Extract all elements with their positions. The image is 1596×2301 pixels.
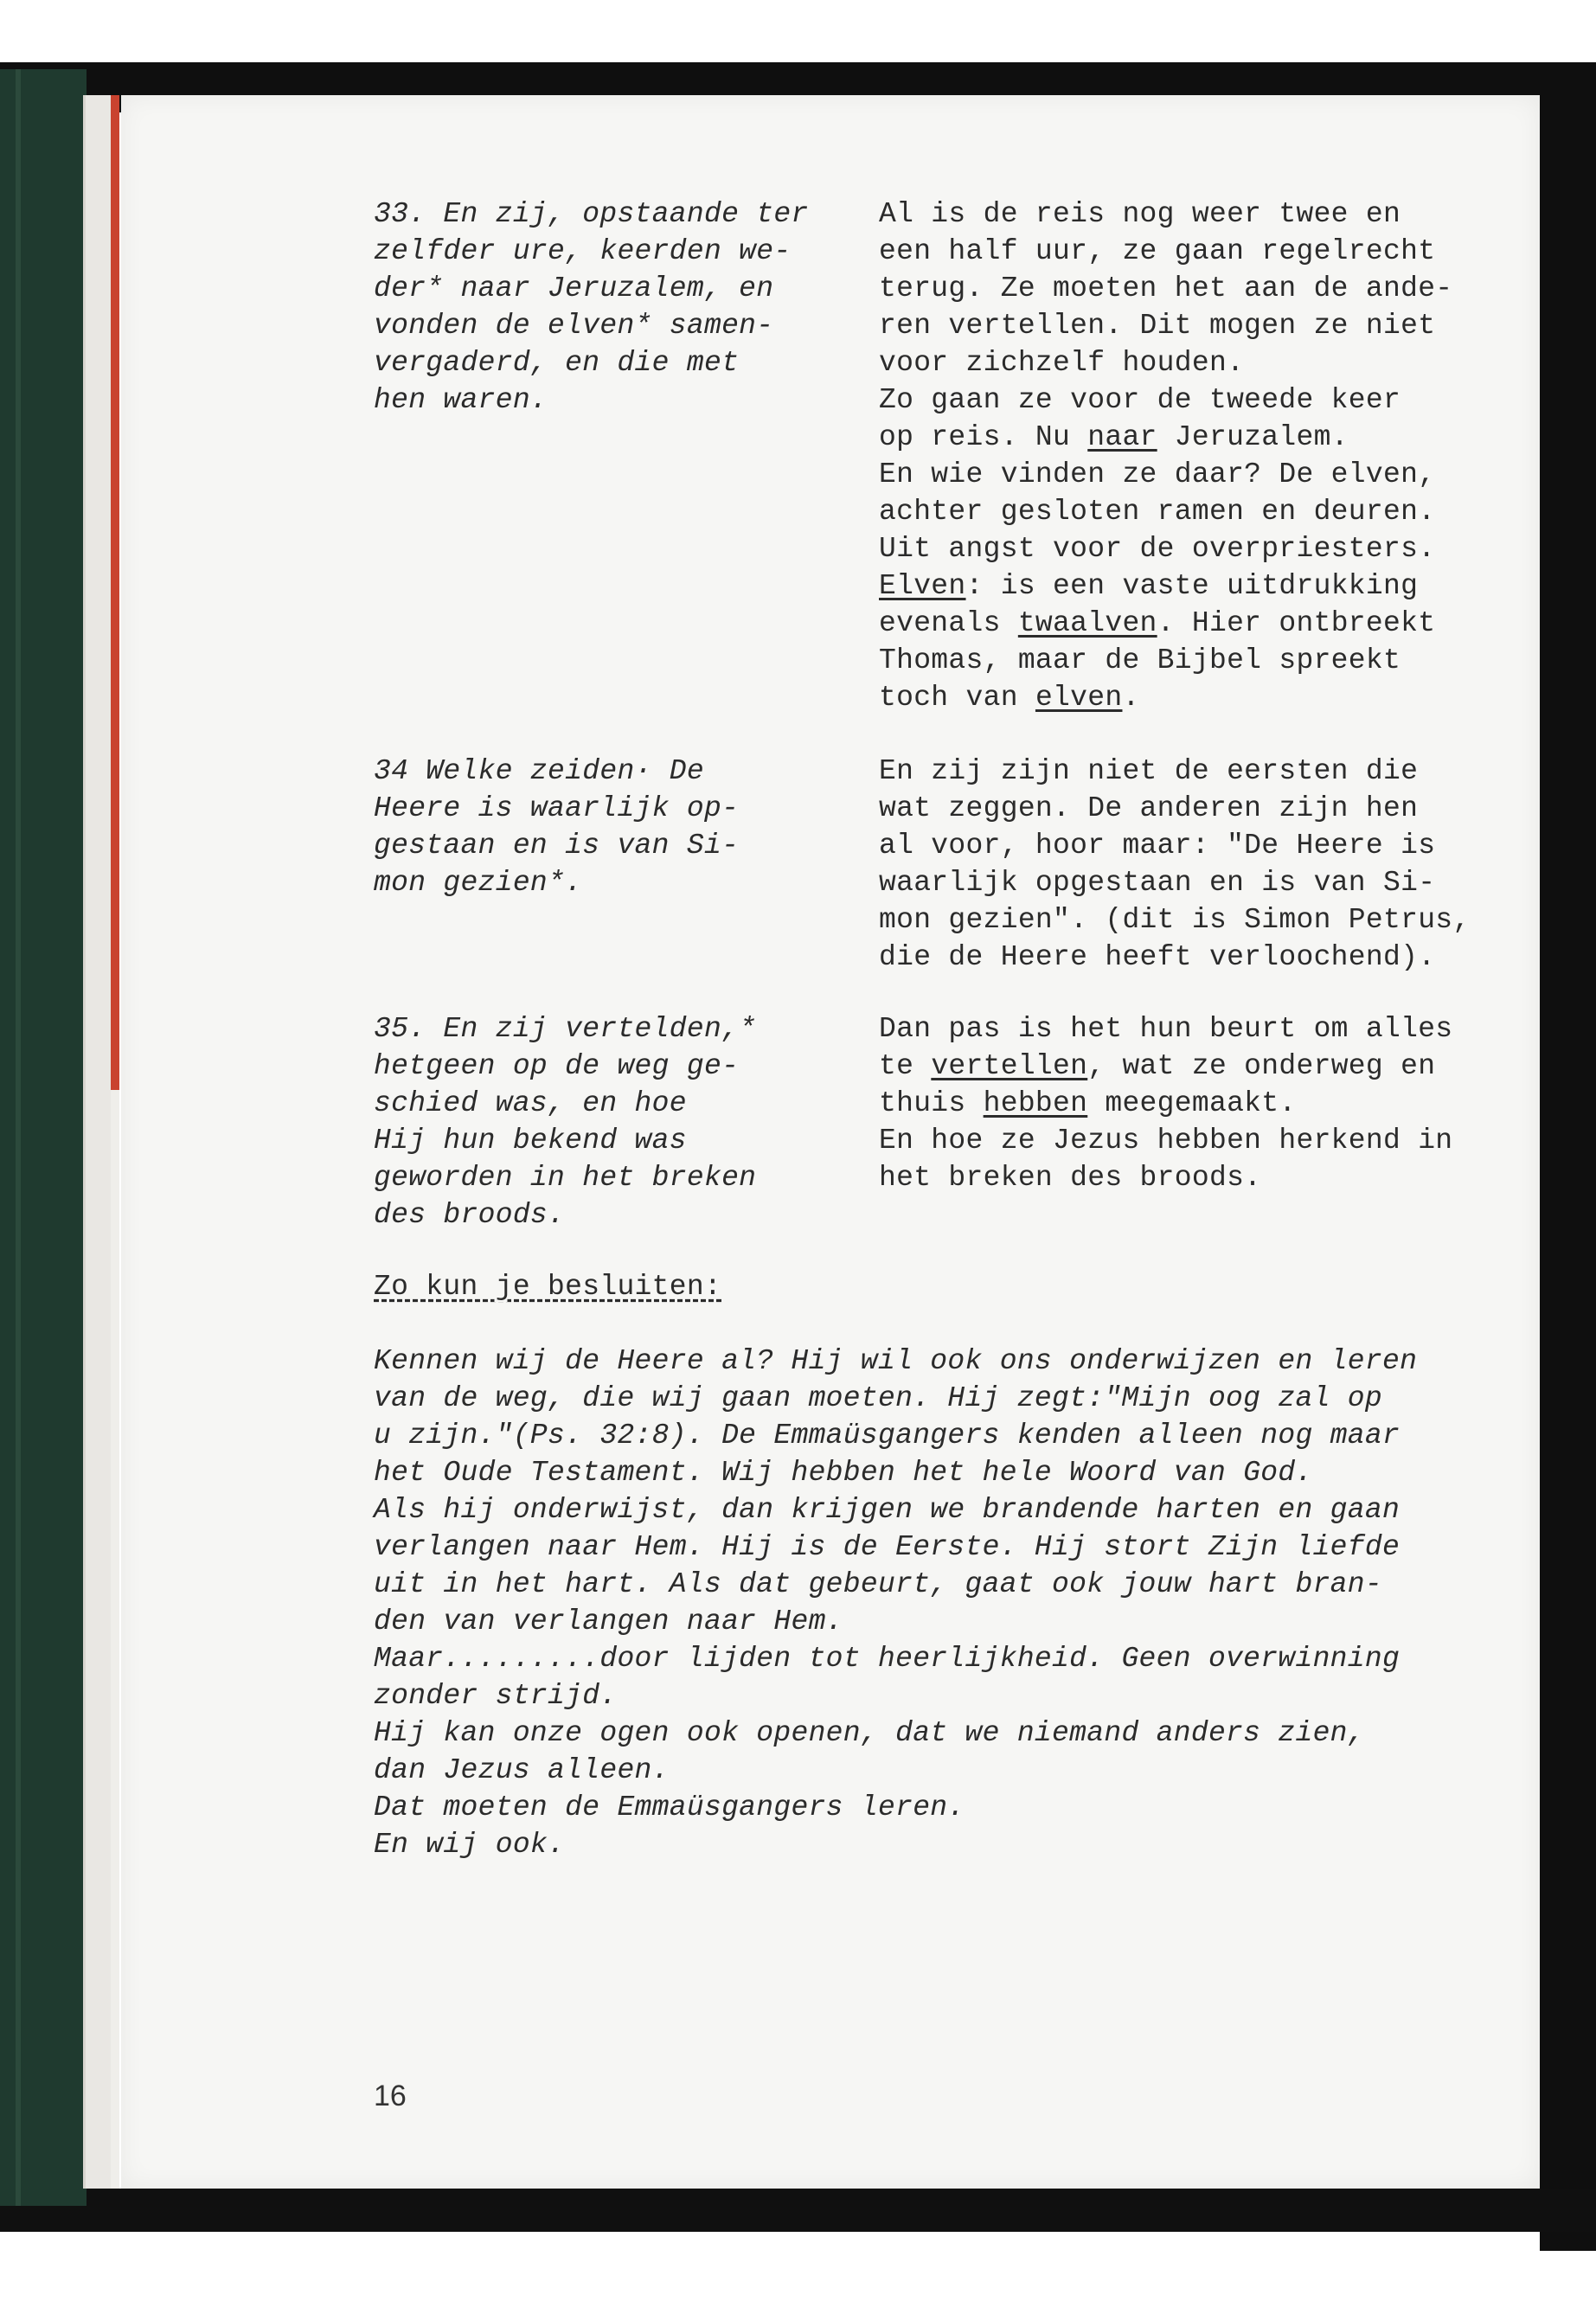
verse-33-right-line: Elven: is een vaste uitdrukking xyxy=(879,570,1419,602)
conclusion-line: u zijn."(Ps. 32:8). De Emmaüsgangers kenden alleen nog maar xyxy=(374,1420,1401,1452)
verse-33-left-line: vergaderd, en die met xyxy=(374,347,740,379)
verse-33-right-line: Zo gaan ze voor de tweede keer xyxy=(879,384,1401,416)
verse-34-left-line: mon gezien*. xyxy=(374,867,583,899)
verse-35-left-line: des broods. xyxy=(374,1199,566,1231)
underlined-word: hebben xyxy=(983,1087,1088,1119)
verse-35-left-line: hetgeen op de weg ge- xyxy=(374,1050,740,1082)
verse-34-left-line: 34 Welke zeiden· De xyxy=(374,755,704,787)
verse-35-right-line: En hoe ze Jezus hebben herkend in xyxy=(879,1125,1453,1157)
verse-33-right-line: op reis. Nu naar Jeruzalem. xyxy=(879,421,1349,453)
page-edge xyxy=(111,1090,119,2189)
scan-border-bottom xyxy=(0,2189,1596,2232)
verse-34-right-line: En zij zijn niet de eersten die xyxy=(879,755,1419,787)
verse-34-right-line: die de Heere heeft verloochend). xyxy=(879,941,1436,973)
conclusion-line: Dat moeten de Emmaüsgangers leren. xyxy=(374,1791,965,1823)
verse-35-right-line: te vertellen, wat ze onderweg en xyxy=(879,1050,1436,1082)
verse-35-left-line: 35. En zij vertelden,* xyxy=(374,1013,757,1045)
verse-35-right-line: Dan pas is het hun beurt om alles xyxy=(879,1013,1453,1045)
verse-34-left-line: gestaan en is van Si- xyxy=(374,830,740,862)
page-stack-edge xyxy=(83,95,112,2189)
verse-35-left-line: Hij hun bekend was xyxy=(374,1125,687,1157)
conclusion-line: Hij kan onze ogen ook openen, dat we niemand anders zien, xyxy=(374,1717,1365,1749)
verse-33-right-line: Thomas, maar de Bijbel spreekt xyxy=(879,644,1401,676)
verse-33-right-line: ren vertellen. Dit mogen ze niet xyxy=(879,310,1436,342)
book-cover xyxy=(0,69,87,2206)
verse-35-left-line: schied was, en hoe xyxy=(374,1087,687,1119)
conclusion-line: Maar.........door lijden tot heerlijkheid. Geen overwinning xyxy=(374,1643,1401,1675)
verse-33-right-line: een half uur, ze gaan regelrecht xyxy=(879,235,1436,267)
verse-35-left-line: geworden in het breken xyxy=(374,1162,757,1194)
verse-33-left-line: der* naar Jeruzalem, en xyxy=(374,272,774,304)
verse-34-right-line: al voor, hoor maar: "De Heere is xyxy=(879,830,1436,862)
verse-35-right-line: het breken des broods. xyxy=(879,1162,1262,1194)
verse-33-right-line: terug. Ze moeten het aan de ande- xyxy=(879,272,1453,304)
verse-33-right-line: achter gesloten ramen en deuren. xyxy=(879,496,1436,528)
verse-33-right-line: toch van elven. xyxy=(879,682,1140,714)
underlined-word: elven xyxy=(1035,682,1123,714)
verse-34-right-line: waarlijk opgestaan en is van Si- xyxy=(879,867,1436,899)
conclusion-line: Kennen wij de Heere al? Hij wil ook ons onderwijzen en leren xyxy=(374,1345,1418,1377)
book-cover-edge xyxy=(16,69,21,2206)
underlined-word: Elven xyxy=(879,570,966,602)
underlined-word: naar xyxy=(1087,421,1157,453)
conclusion-line: van de weg, die wij gaan moeten. Hij zegt:"Mijn oog zal op xyxy=(374,1382,1382,1414)
page-number: 16 xyxy=(374,2080,407,2112)
underlined-word: vertellen xyxy=(931,1050,1088,1082)
conclusion-line: den van verlangen naar Hem. xyxy=(374,1606,843,1638)
verse-33-left-line: 33. En zij, opstaande ter xyxy=(374,198,809,230)
conclusion-line: dan Jezus alleen. xyxy=(374,1754,670,1786)
verse-33-right-line: En wie vinden ze daar? De elven, xyxy=(879,458,1436,490)
scan-border-right xyxy=(1540,62,1596,2251)
verse-33-left-line: zelfder ure, keerden we- xyxy=(374,235,792,267)
verse-33-right-line: Al is de reis nog weer twee en xyxy=(879,198,1401,230)
verse-33-right-line: voor zichzelf houden. xyxy=(879,347,1245,379)
conclusion-line: verlangen naar Hem. Hij is de Eerste. Hij stort Zijn liefde xyxy=(374,1531,1401,1563)
verse-34-right-line: mon gezien". (dit is Simon Petrus, xyxy=(879,904,1471,936)
verse-35-right-line: thuis hebben meegemaakt. xyxy=(879,1087,1297,1119)
conclusion-heading: Zo kun je besluiten: xyxy=(374,1271,722,1303)
verse-33-right-line: evenals twaalven. Hier ontbreekt xyxy=(879,607,1436,639)
verse-33-left-line: hen waren. xyxy=(374,384,548,416)
underlined-word: twaalven xyxy=(1017,607,1157,639)
conclusion-line: het Oude Testament. Wij hebben het hele Woord van God. xyxy=(374,1457,1313,1489)
verse-34-right-line: wat zeggen. De anderen zijn hen xyxy=(879,792,1419,824)
conclusion-line: zonder strijd. xyxy=(374,1680,618,1712)
verse-33-right-line: Uit angst voor de overpriesters. xyxy=(879,533,1436,565)
conclusion-line: Als hij onderwijst, dan krijgen we brandende harten en gaan xyxy=(374,1494,1401,1526)
verse-34-left-line: Heere is waarlijk op- xyxy=(374,792,740,824)
conclusion-line: uit in het hart. Als dat gebeurt, gaat ook jouw hart bran- xyxy=(374,1568,1382,1600)
conclusion-line: En wij ook. xyxy=(374,1829,566,1861)
verse-33-left-line: vonden de elven* samen- xyxy=(374,310,774,342)
red-page-edge xyxy=(111,95,119,1090)
